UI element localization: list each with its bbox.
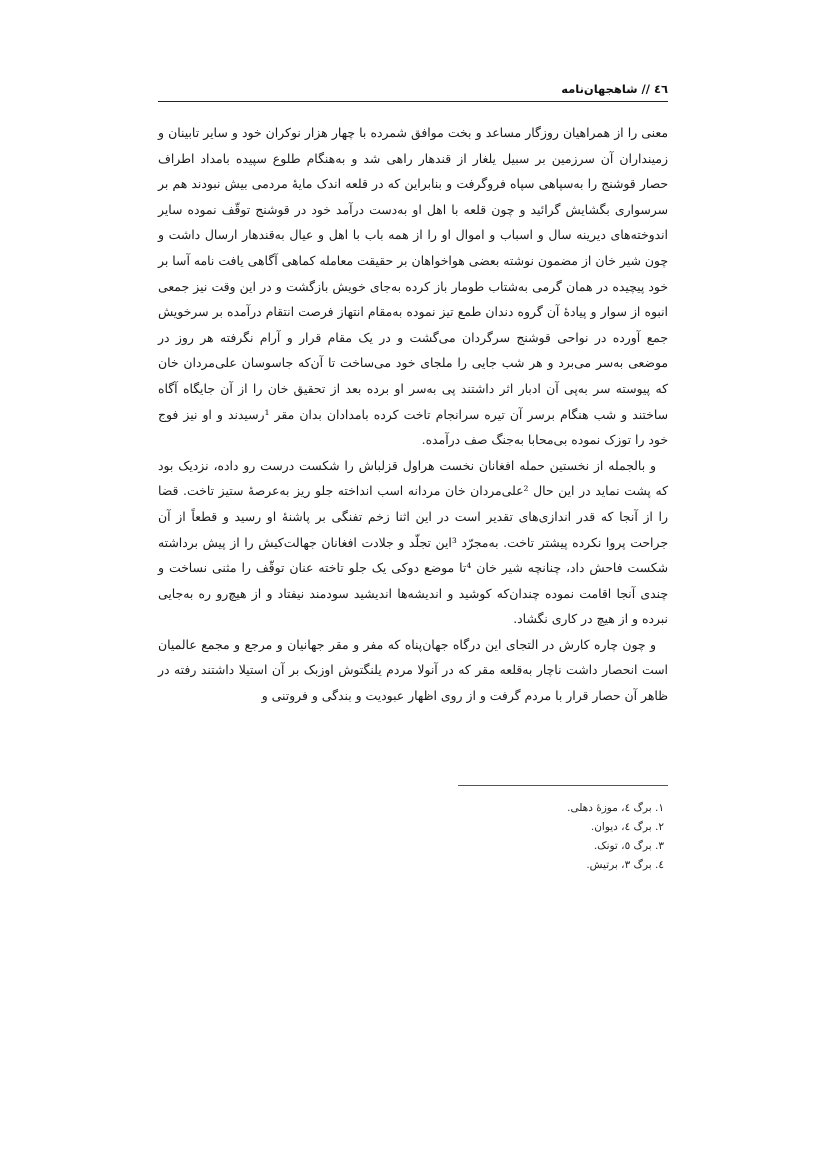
footnote: ٣. برگ ٥، تونک.	[593, 840, 664, 852]
main-text	[158, 120, 668, 709]
paragraph: و چون چاره کارش در التجای این درگاه جهان‌پناه که مفر و مقر جهانیان و مرجع و مجمع عالمیان است انحصار داشت ناچار به‌قلعه مقر که در آنولا مردم یلنگتوش اوزبک بر آن استیلا داشتند رفته در ظاهر آن حصار قرار با مردم گرفت و از روی اظهار عبودیت و بندگی و فروتنی و	[158, 636, 668, 704]
paragraph: و بالجمله از نخستین حمله افغانان نخست هراول قزلباش را شکست درست رو داده، نزدیک بود که پشت نماید در این حال ²علی‌مردان خان مردانه اسب انداخته جلو ریز به‌عرصهٔ ستیز تاخت. قضا را از آنجا که قدر اندازی‌های تقدیر است در این اثنا زخم تفنگی بر پاشنهٔ او رسید و قطعاً از آن جراحت پروا نکرده پیشتر تاخت. به‌مجرّد ³این تجلّد و جلادت افغانان جهالت‌کیش را از پیش برداشته شکست فاحش داد، چنانچه شیر خان ⁴تا موضع دوکی یک جلو تاخته عنان توقّف را مثنی نساخت و چندی آنجا اقامت نموده چندان‌که کوشید و اندیشه‌ها اندیشید سودمند نیفتاد و از هیچ‌رو ره به‌جایی نبرده و از هیچ در کاری نگشاد.	[158, 457, 669, 627]
header-rule	[158, 101, 668, 102]
paragraph: معنی را از همراهیان روزگار مساعد و بخت موافق شمرده با چهار هزار نوکران خود و سایر تابینان و زمینداران آن سرزمین بر سبیل یلغار از قندهار راهی شد و به‌هنگام طلوع سپیده بامداد اطراف حصار قوشنج را به‌سپاهی سپاه فروگرفت و بنابراین که در قلعه اندک مایهٔ مردمی بیش نبودند هم بر سرسواری بگشایش گرائید و چون قلعه با اهل او به‌دست درآمد خود در قوشنج توقّف نموده سایر اندوخته‌های دیرینه سال و اسباب و اموال او را از همه باب با اهل و عیال به‌قندهار ارسال داشت و چون شیر خان از مضمون نوشته بعضی هواخواهان بر حقیقت معامله کماهی آگاهی یافت نامه آسا بر خود پیچیده در همان گرمی به‌شتاب طومار باز کرده به‌جای خویش بازگشت و در این وقت نیز جمعی انبوه از سوار و پیادهٔ آن گروه دندان طمع تیز نموده به‌مقام انتهاز فرصت انتقام درآمده بر سرخویش جمع آورده در نواحی قوشنج سرگردان می‌گشت و در یک مقام قرار و آرام نگرفته هر روز در موضعی به‌سر می‌برد و هر شب جایی را ملجای خود می‌ساخت تا آن‌که جاسوسان علی‌مردان خان که پیوسته سر به‌پی آن ادبار اثر داشتند پی به‌سر او برده بعد از تحقیق خان را از آن جایگاه آگاه ساختند و شب هنگام برسر آن تیره سرانجام تاخت کرده بامدادان بدان مقر ¹رسیدند و او نیز فوج خود را توزک نموده بی‌محابا به‌جنگ صف درآمده.	[158, 125, 668, 448]
running-header	[158, 79, 668, 99]
footnote: ٤. برگ ٣، برتیش.	[586, 859, 664, 871]
footnote-rule	[458, 785, 668, 786]
footnote: ٢. برگ ٤، دیوان.	[590, 821, 664, 833]
header-title: ٤٦ // شاهجهان‌نامه	[561, 82, 668, 96]
footnotes	[158, 799, 668, 875]
footnote: ١. برگ ٤، موزهٔ دهلی.	[567, 802, 664, 814]
